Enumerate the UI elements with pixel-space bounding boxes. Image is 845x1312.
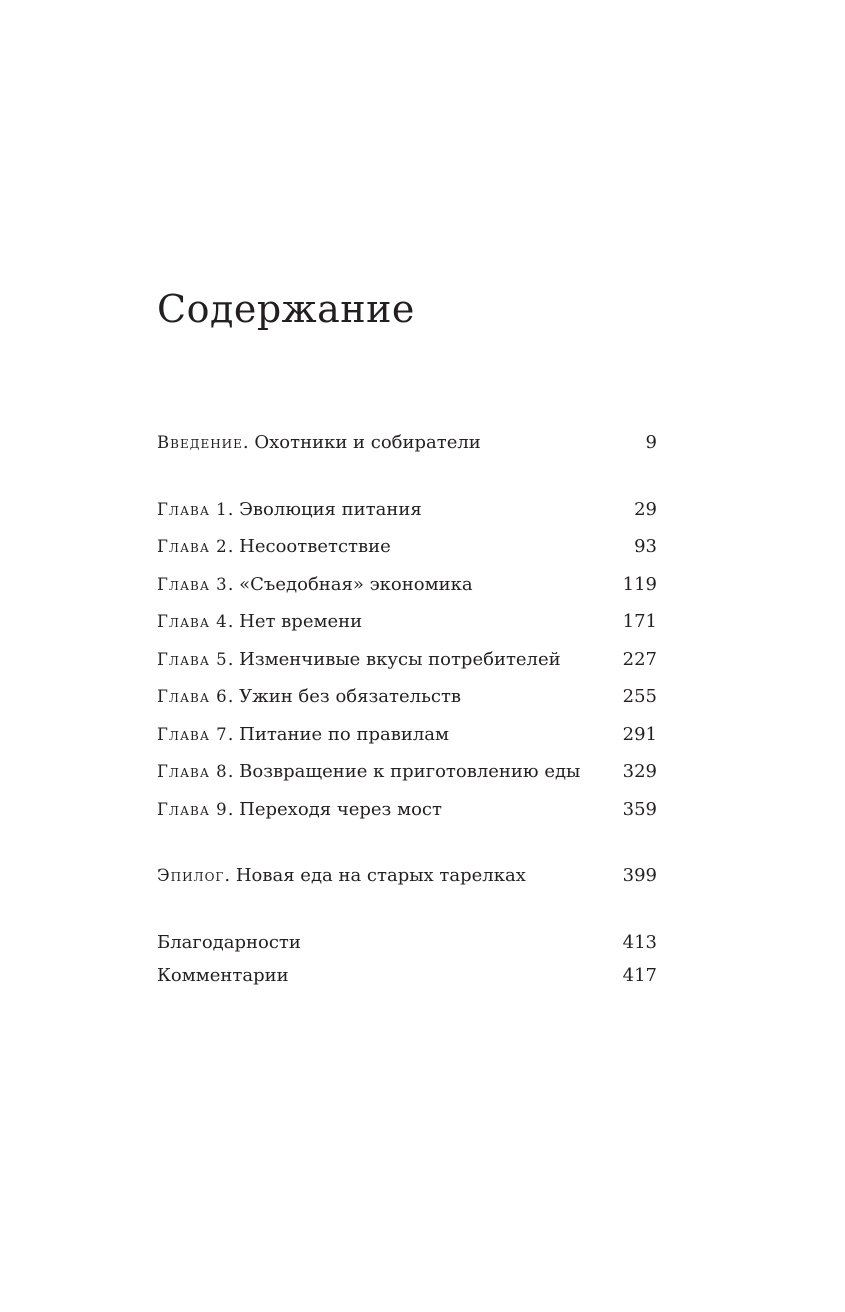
toc-entry-chapter-6[interactable] — [157, 683, 657, 711]
toc-label: Глава 6 — [157, 687, 228, 706]
toc-separator: . — [227, 574, 240, 595]
page-title: Содержание — [157, 287, 415, 331]
toc-label: Глава 2 — [157, 537, 228, 556]
toc-label: Эпилог — [157, 866, 225, 885]
toc-title: Возвращение к приготовлению еды — [239, 761, 581, 782]
toc-separator: . — [224, 865, 236, 886]
toc-entry-text — [157, 862, 526, 890]
toc-entry-text — [157, 962, 289, 990]
toc-page-number: 119 — [622, 574, 657, 595]
toc-entry-chapter-3[interactable] — [157, 571, 657, 599]
toc-entry-chapter-2[interactable] — [157, 533, 657, 561]
toc-title: Переходя через мост — [239, 799, 442, 820]
toc-label: Глава 1 — [157, 500, 228, 519]
toc-label: Глава 4 — [157, 612, 228, 631]
toc-separator: . — [227, 611, 240, 632]
toc-title: Эволюция питания — [239, 499, 422, 520]
toc-page-number: 93 — [634, 536, 657, 557]
toc-page-number: 413 — [622, 932, 657, 953]
toc-entry-text — [157, 721, 449, 749]
toc-entry-chapter-5[interactable] — [157, 646, 657, 674]
toc-entry-notes[interactable] — [157, 962, 657, 990]
toc-title: Новая еда на старых тарелках — [235, 865, 526, 886]
toc-entry-chapter-7[interactable] — [157, 721, 657, 749]
toc-page-number: 329 — [622, 761, 657, 782]
toc-entry-text — [157, 646, 561, 674]
toc-title: Комментарии — [157, 965, 289, 986]
toc-entry-intro[interactable] — [157, 429, 657, 457]
toc-title: Питание по правилам — [239, 724, 449, 745]
toc-page-number: 171 — [622, 611, 657, 632]
toc-label: Глава 9 — [157, 800, 228, 819]
toc-page-number: 399 — [622, 865, 657, 886]
toc-entry-text — [157, 429, 481, 457]
toc-title: Охотники и собиратели — [254, 432, 481, 453]
toc-title: Несоответствие — [239, 536, 391, 557]
toc-entry-text — [157, 496, 422, 524]
toc-separator: . — [227, 799, 240, 820]
toc-separator: . — [227, 536, 240, 557]
toc-page-number: 227 — [622, 649, 657, 670]
toc-entry-text — [157, 571, 473, 599]
toc-entry-chapter-1[interactable] — [157, 496, 657, 524]
toc-page-number: 417 — [622, 965, 657, 986]
toc-entry-text — [157, 929, 301, 957]
toc-label: Глава 5 — [157, 650, 228, 669]
toc-entry-text — [157, 608, 362, 636]
toc-entry-acknowledgements[interactable] — [157, 929, 657, 957]
toc-entry-chapter-4[interactable] — [157, 608, 657, 636]
toc-entry-text — [157, 758, 580, 786]
toc-label: Введение — [157, 433, 243, 452]
toc-separator: . — [227, 649, 240, 670]
toc-entry-text — [157, 796, 442, 824]
toc-separator: . — [227, 761, 240, 782]
toc-page-number: 29 — [634, 499, 657, 520]
toc-separator: . — [227, 724, 240, 745]
toc-entry-text — [157, 683, 461, 711]
toc-title: Изменчивые вкусы потребителей — [239, 649, 561, 670]
toc-separator: . — [227, 686, 240, 707]
toc-page-number: 9 — [645, 432, 657, 453]
toc-separator: . — [227, 499, 240, 520]
toc-title: Ужин без обязательств — [239, 686, 462, 707]
toc-entry-text — [157, 533, 391, 561]
toc-entry-epilogue[interactable] — [157, 862, 657, 890]
toc-title: Благодарности — [157, 932, 301, 953]
toc-entry-chapter-9[interactable] — [157, 796, 657, 824]
toc-label: Глава 3 — [157, 575, 228, 594]
toc-title: «Съедобная» экономика — [239, 574, 473, 595]
toc-label: Глава 8 — [157, 762, 228, 781]
toc-separator: . — [242, 432, 255, 453]
toc-entry-chapter-8[interactable] — [157, 758, 657, 786]
toc-page-number: 359 — [622, 799, 657, 820]
toc-page-number: 291 — [622, 724, 657, 745]
toc-label: Глава 7 — [157, 725, 228, 744]
toc-title: Нет времени — [239, 611, 363, 632]
toc-page-number: 255 — [622, 686, 657, 707]
